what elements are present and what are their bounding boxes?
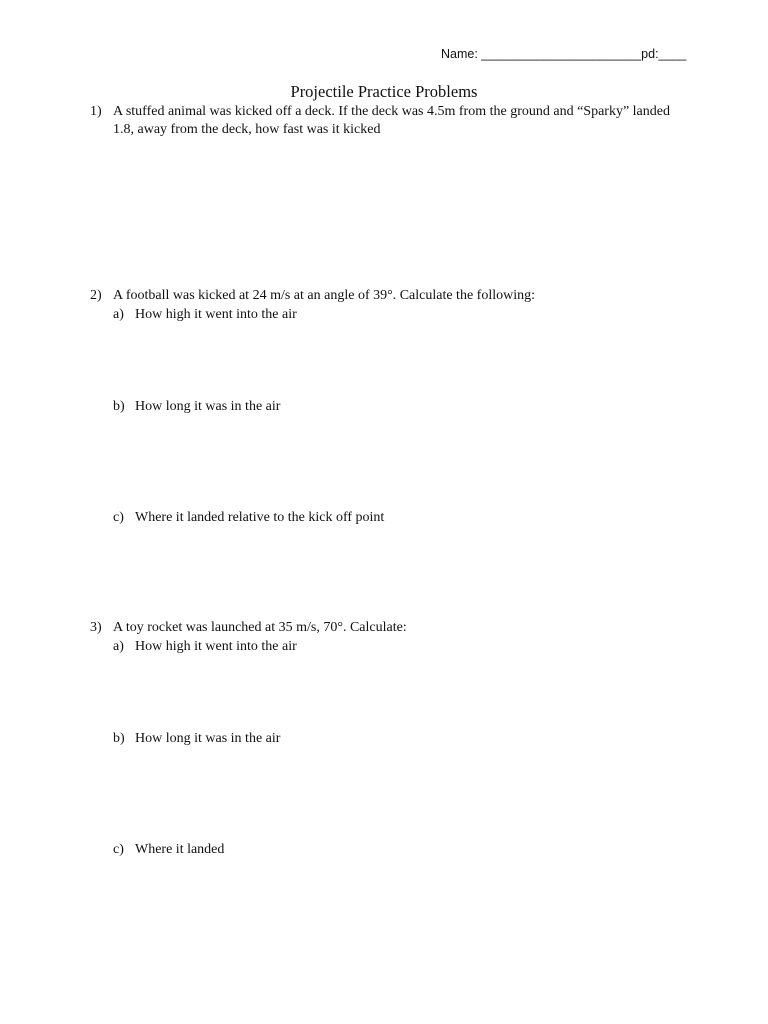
question-3-part-b-text: How long it was in the air [135, 731, 281, 746]
question-3-part-a-letter: a) [113, 639, 124, 654]
question-2-part-b [113, 398, 673, 416]
question-2-part-a [113, 306, 673, 324]
question-1-number: 1) [90, 104, 102, 119]
question-2-text: A football was kicked at 24 m/s at an angle of 39°. Calculate the following: [113, 288, 535, 303]
question-3-part-a-text: How high it went into the air [135, 639, 297, 654]
name-period-line: Name: _______________________pd:____ [441, 47, 687, 61]
question-3-part-c [113, 841, 673, 859]
question-2-number: 2) [90, 288, 102, 303]
question-2-part-c-text: Where it landed relative to the kick off point [135, 510, 385, 525]
question-1 [90, 103, 690, 139]
question-2 [90, 287, 690, 305]
question-3-number: 3) [90, 620, 102, 635]
question-3 [90, 619, 690, 637]
question-1-text: A stuffed animal was kicked off a deck. If the deck was 4.5m from the ground and “Sparky” landed 1.8, away from the deck, how fast was it kicked [113, 104, 670, 137]
question-2-part-a-letter: a) [113, 307, 124, 322]
question-3-part-b [113, 730, 673, 748]
question-2-part-a-text: How high it went into the air [135, 307, 297, 322]
question-3-text: A toy rocket was launched at 35 m/s, 70°. Calculate: [113, 620, 407, 635]
page-title: Projectile Practice Problems [290, 82, 478, 101]
question-3-part-b-letter: b) [113, 731, 125, 746]
question-3-part-c-letter: c) [113, 842, 124, 857]
question-3-part-a [113, 638, 673, 656]
question-2-part-b-letter: b) [113, 399, 125, 414]
question-3-part-c-text: Where it landed [135, 842, 225, 857]
question-2-part-c-letter: c) [113, 510, 124, 525]
question-2-part-c [113, 509, 673, 527]
question-2-part-b-text: How long it was in the air [135, 399, 281, 414]
